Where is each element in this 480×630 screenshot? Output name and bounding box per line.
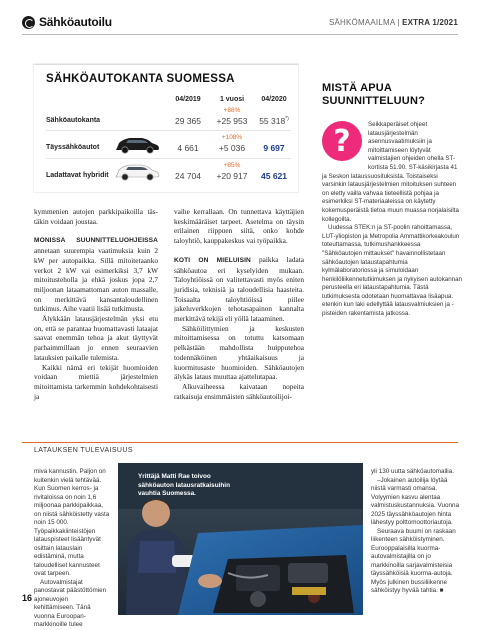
logo-icon <box>22 16 35 29</box>
paragraph: yli 130 uutta sähköautomallia. <box>371 468 454 475</box>
value-2019: 24 704 <box>175 171 201 181</box>
value-2020: 45 621 <box>261 171 287 181</box>
ev-stats-table <box>34 64 298 192</box>
section-divider <box>22 442 458 443</box>
row-label: Sähköautokanta <box>46 117 101 124</box>
paragraph: vaihe kerrallaan. On tunnettava käyttäjien keskimääräiset tarpeet. Asetelma on täysin erilainen riippuen siitä, onko kohde taloyhtiö, kauppakeskus vai työpaikka. <box>174 207 304 246</box>
footnote-mark: *) <box>285 116 289 123</box>
sidebar-paragraph: Seikkaperäiset ohjeet latausjärjestelmän asennusvaatimuksiin ja mitoittamiseen löytyvät valmistajien ohjeiden ohella ST-kortista 51.90. ST-käsikirjasta 41 ja Seskon lataussuosituksista. Toistaiseksi varsinkin latausjärjestelmien mitoituksen suhteen on eletty vailla vahvaa tieteellistä pohjaa ja esimerkiksi ST-materiaaleissa on käytetty kokemusperäistä tietoa muun muassa norjalaisilta kollegoilta. <box>322 121 459 223</box>
sidebar-title <box>322 82 462 108</box>
paragraph: Autovalmistajat panostavat päästöttömien ajoneuvojen kehittämiseen. Tänä vuonna Euroopan-markkinoille tulee <box>34 578 107 628</box>
growth-percent: +88% <box>223 107 241 114</box>
paragraph <box>34 235 158 314</box>
black-car-icon <box>114 134 160 154</box>
header-divider <box>22 34 458 35</box>
value-2020 <box>249 116 299 126</box>
magazine-logo: Sähköautoilu <box>39 15 112 29</box>
value-2019: 4 661 <box>177 143 199 153</box>
paragraph: kymmenien autojen parkkipaikoilla täs-täkin voidaan joustaa. <box>34 207 158 226</box>
white-car-icon <box>114 161 160 181</box>
paragraph-text: paikka ladata sähköautoa eri kyselyiden mukaan. Taloyhtiöissä on valitettavasti myös eniten juridisia, teknisiä ja taloudellisia haasteita. Toisaalta taloyhtiöissä piilee jakeluverkkojen tehotasapainon kannalta merkittävä tekijä eli yöllä lataaminen. <box>174 254 304 324</box>
paragraph-lead: KOTI ON MIELUISIN <box>174 256 251 264</box>
sidebar-paragraph: Uudessa STEK:n ja ST-poolin rahoittamassa, LUT-yliopiston ja Metropolia Ammattikorkeakoulun toteuttamassa, tutkimushankkeessa "Sähköautojen mittaukset" havainnollistetaan sähköautojen lataustapahtumia kylmälaboratoriossa ja simuloidaan henkilöliikennetutkimuksen ja nykyisen autokannan perusteella eri lataustapahtumia. Tästä tutkimuksesta odotetaan huomattavaa lisäapua. etenkin kun laki edellyttää latausvalmiuksien ja -pisteiden rakentamista jatkossa. <box>322 224 462 318</box>
issue-number: EXTRA 1/2021 <box>402 18 458 27</box>
sidebar-title-line: MISTÄ APUA <box>322 82 393 94</box>
masthead <box>22 14 458 34</box>
column-header: 04/2019 <box>175 96 201 103</box>
paragraph: miva kannustin. Paljon on kuitenkin vielä tehtävää. Kun Suomen kerros- ja rivitaloissa on noin 1,6 miljoonaa parkkipaikkaa, on niistä sähköistetty vasta noin 15 000. Työpaikkakiinteistöjen latauspisteet lisääntyvät osittain latauslain edistäminä, mutta taloudelliset kannusteet ovat tarpeen. <box>34 468 110 577</box>
row-divider <box>46 130 291 131</box>
body-column-left <box>34 207 158 401</box>
paragraph: Alkuvaiheessa kaivataan nopeita ratkaisuja ensimmäisten sähköautoilijoi- <box>174 381 304 401</box>
sidebar-title-line: SUUNNITTELUUN? <box>322 95 426 107</box>
lower-column-right <box>371 468 461 596</box>
row-label: Ladattavat hybridit <box>46 172 109 179</box>
paragraph: Seuraava buumi on raskaan liikenteen sähköistyminen. Eurooppalaisilla kuorma-autovalmistajilla on jo markkinoilla sarjavalmisteisia täyssähköisiä kuorma-autoja. Myös julkinen bussiliikenne sähköistyy hyvää tahtia. ■ <box>371 527 456 594</box>
lower-column-left <box>34 468 110 630</box>
paragraph: Älykkään latausjärjestelmän yksi etu on, että se parantaa huomattavasti lataajat saavat enemmän tehoa ja akut täyttyvät parhaimmillaan jo ennen seuraavien latauksien paikalle tulemista. <box>34 314 158 362</box>
question-mark-icon: ? <box>322 121 362 161</box>
paragraph: Sähköilittymien ja keskusten mitoittamisessa on totuttu katsomaan pelkästään mahdollista huipputehoa todennäköinen yhtäaikaisuus ja kuormitusaste huomioiden. Sähköautojen älykäs lataus muuttaa ajattelutapaa. <box>174 323 304 382</box>
paragraph: –Jokainen autoilija löytää niistä varmasti omansa. Volyymien kasvu alentaa valmistuskustannuksia. Vuonna 2025 täyssähköautojen hinta lähestyy polttomoottoriautoja. <box>371 476 459 526</box>
page-number: 16 <box>22 593 33 603</box>
change-value: +20 917 <box>216 171 248 181</box>
growth-percent: +85% <box>223 162 241 169</box>
paragraph-text: annetaan suurempia vaatimuksia kuin 2 kW per autopaikka. Sillä mitoitetaanko verkot 2 kW vai esimerkiksi 3,7 kW mitoitusteholla ja ehkä joskus jopa 2,7 miljoonan lataamattoman auton massalle, on merkittävä kansantaloudellinen tutkimus. Aihe vaatii lisää tutkimusta. <box>34 246 158 314</box>
value-2019: 29 365 <box>175 116 201 126</box>
issue-label <box>329 18 458 27</box>
table-title: SÄHKÖAUTOKANTA SUOMESSA <box>46 73 235 85</box>
section-heading: LATAUKSEN TULEVAISUUS <box>34 447 133 454</box>
column-header: 1 vuosi <box>219 96 245 103</box>
column-header: 04/2020 <box>261 96 287 103</box>
body-column-right <box>174 207 304 401</box>
value-2020-number: 55 318 <box>259 116 286 126</box>
photo-caption: Yrittäjä Matti Rae toivoo sähköauton latausratkaisuihin vauhtia Suomessa. <box>138 473 230 497</box>
change-value: +25 953 <box>216 116 248 126</box>
section-name: SÄHKÖMAAILMA | <box>328 18 403 27</box>
growth-percent: +108% <box>221 134 243 141</box>
row-label: Täyssähköautot <box>46 144 100 151</box>
change-value: +5 036 <box>218 143 246 153</box>
paragraph <box>174 255 304 324</box>
value-2020: 9 697 <box>263 143 285 153</box>
paragraph: Kaikki nämä eri tekijät huomioiden voidaan miettiä järjestelmien mitoittamista tarkemmin kohdekohtaisesti ja <box>34 362 158 401</box>
row-divider <box>46 158 291 159</box>
paragraph-lead: MONISSA SUUNNITTELUOHJEISSA <box>34 237 158 245</box>
